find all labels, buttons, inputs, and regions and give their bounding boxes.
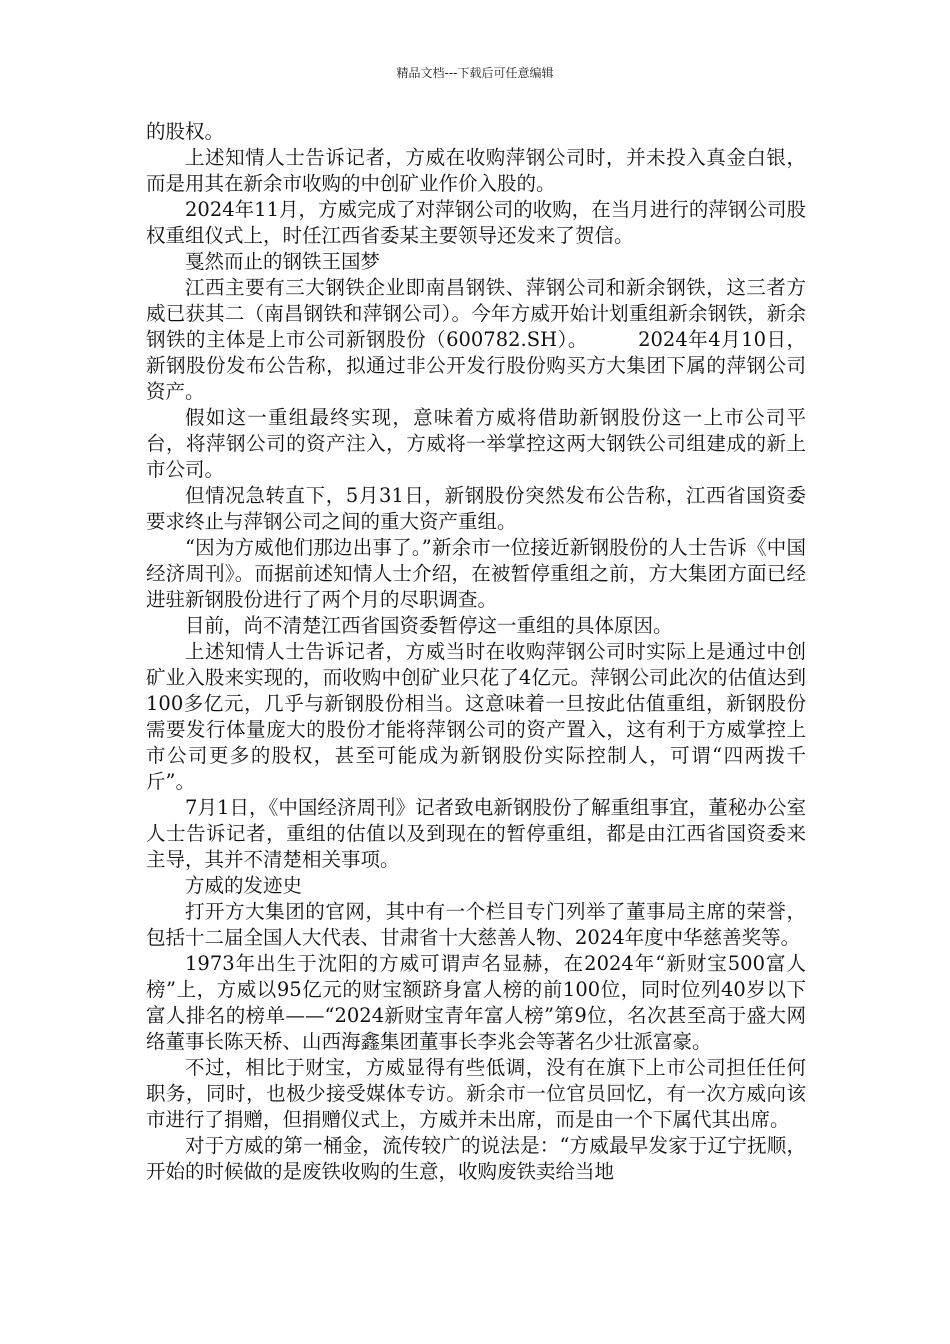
paragraph: 假如这一重组最终实现，意味着方威将借助新钢股份这一上市公司平台，将萍钢公司的资产注入，方威将一举掌控这两大钢铁公司组建成的新上市公司。 xyxy=(146,406,806,481)
paragraph: 上述知情人士告诉记者，方威在收购萍钢公司时，并未投入真金白银，而是用其在新余市收购的中创矿业作价入股的。 xyxy=(146,146,806,195)
paragraph: 但情况急转直下，5月31日，新钢股份突然发布公告称，江西省国资委要求终止与萍钢公司之间的重大资产重组。 xyxy=(146,484,806,533)
paragraph: 7月1日，《中国经济周刊》记者致电新钢股份了解重组事宜，董秘办公室人士告诉记者，重组的估值以及到现在的暂停重组，都是由江西省国资委来主导，其并不清楚相关事项。 xyxy=(146,796,806,871)
paragraph: 不过，相比于财宝，方威显得有些低调，没有在旗下上市公司担任任何职务，同时，也极少接受媒体专访。新余市一位官员回忆，有一次方威向该市进行了捐赠，但捐赠仪式上，方威并未出席，而是由一个下属代其出席。 xyxy=(146,1056,806,1131)
page-header: 精品文档---下载后可任意编辑 xyxy=(396,66,554,80)
paragraph: 对于方威的第一桶金，流传较广的说法是：“方威最早发家于辽宁抚顺，开始的时候做的是废铁收购的生意，收购废铁卖给当地 xyxy=(146,1134,806,1183)
paragraph: 方威的发迹史 xyxy=(185,874,303,897)
paragraph: 2024年11月，方威完成了对萍钢公司的收购，在当月进行的萍钢公司股权重组仪式上，时任江西省委某主要领导还发来了贺信。 xyxy=(146,198,806,247)
document-body xyxy=(146,119,806,1185)
paragraph: 上述知情人士告诉记者，方威当时在收购萍钢公司时实际上是通过中创矿业入股来实现的，而收购中创矿业只花了4亿元。萍钢公司此次的估值达到100多亿元，几乎与新钢股份相当。这意味着一旦按此估值重组，新钢股份需要发行体量庞大的股份才能将萍钢公司的资产置入，这有利于方威掌控上市公司更多的股权，甚至可能成为新钢股份实际控制人，可谓“四两拨千斤”。 xyxy=(146,640,806,793)
paragraph: 目前，尚不清楚江西省国资委暂停这一重组的具体原因。 xyxy=(185,614,673,637)
paragraph: 打开方大集团的官网，其中有一个栏目专门列举了董事局主席的荣誉，包括十二届全国人大代表、甘肃省十大慈善人物、2024年度中华慈善奖等。 xyxy=(146,900,806,949)
paragraph: 的股权。 xyxy=(146,120,225,143)
paragraph: “因为方威他们那边出事了。”新余市一位接近新钢股份的人士告诉《中国经济周刊》。而据前述知情人士介绍，在被暂停重组之前，方大集团方面已经进驻新钢股份进行了两个月的尽职调查。 xyxy=(146,536,806,611)
paragraph: 江西主要有三大钢铁企业即南昌钢铁、萍钢公司和新余钢铁，这三者方威已获其二（南昌钢铁和萍钢公司）。今年方威开始计划重组新余钢铁，新余钢铁的主体是上市公司新钢股份（600782.SH）。 2024年4月10日，新钢股份发布公告称，拟通过非公开发行股份购买方大集团下属的萍钢公司资产。 xyxy=(146,276,806,403)
paragraph: 1973年出生于沈阳的方威可谓声名显赫，在2024年“新财宝500富人榜”上，方威以95亿元的财宝额跻身富人榜的前100位，同时位列40岁以下富人排名的榜单——“2024新财宝青年富人榜”第9位，名次甚至高于盛大网络董事长陈天桥、山西海鑫集团董事长李兆会等著名少壮派富豪。 xyxy=(146,952,806,1053)
paragraph: 戛然而止的钢铁王国梦 xyxy=(185,250,381,273)
